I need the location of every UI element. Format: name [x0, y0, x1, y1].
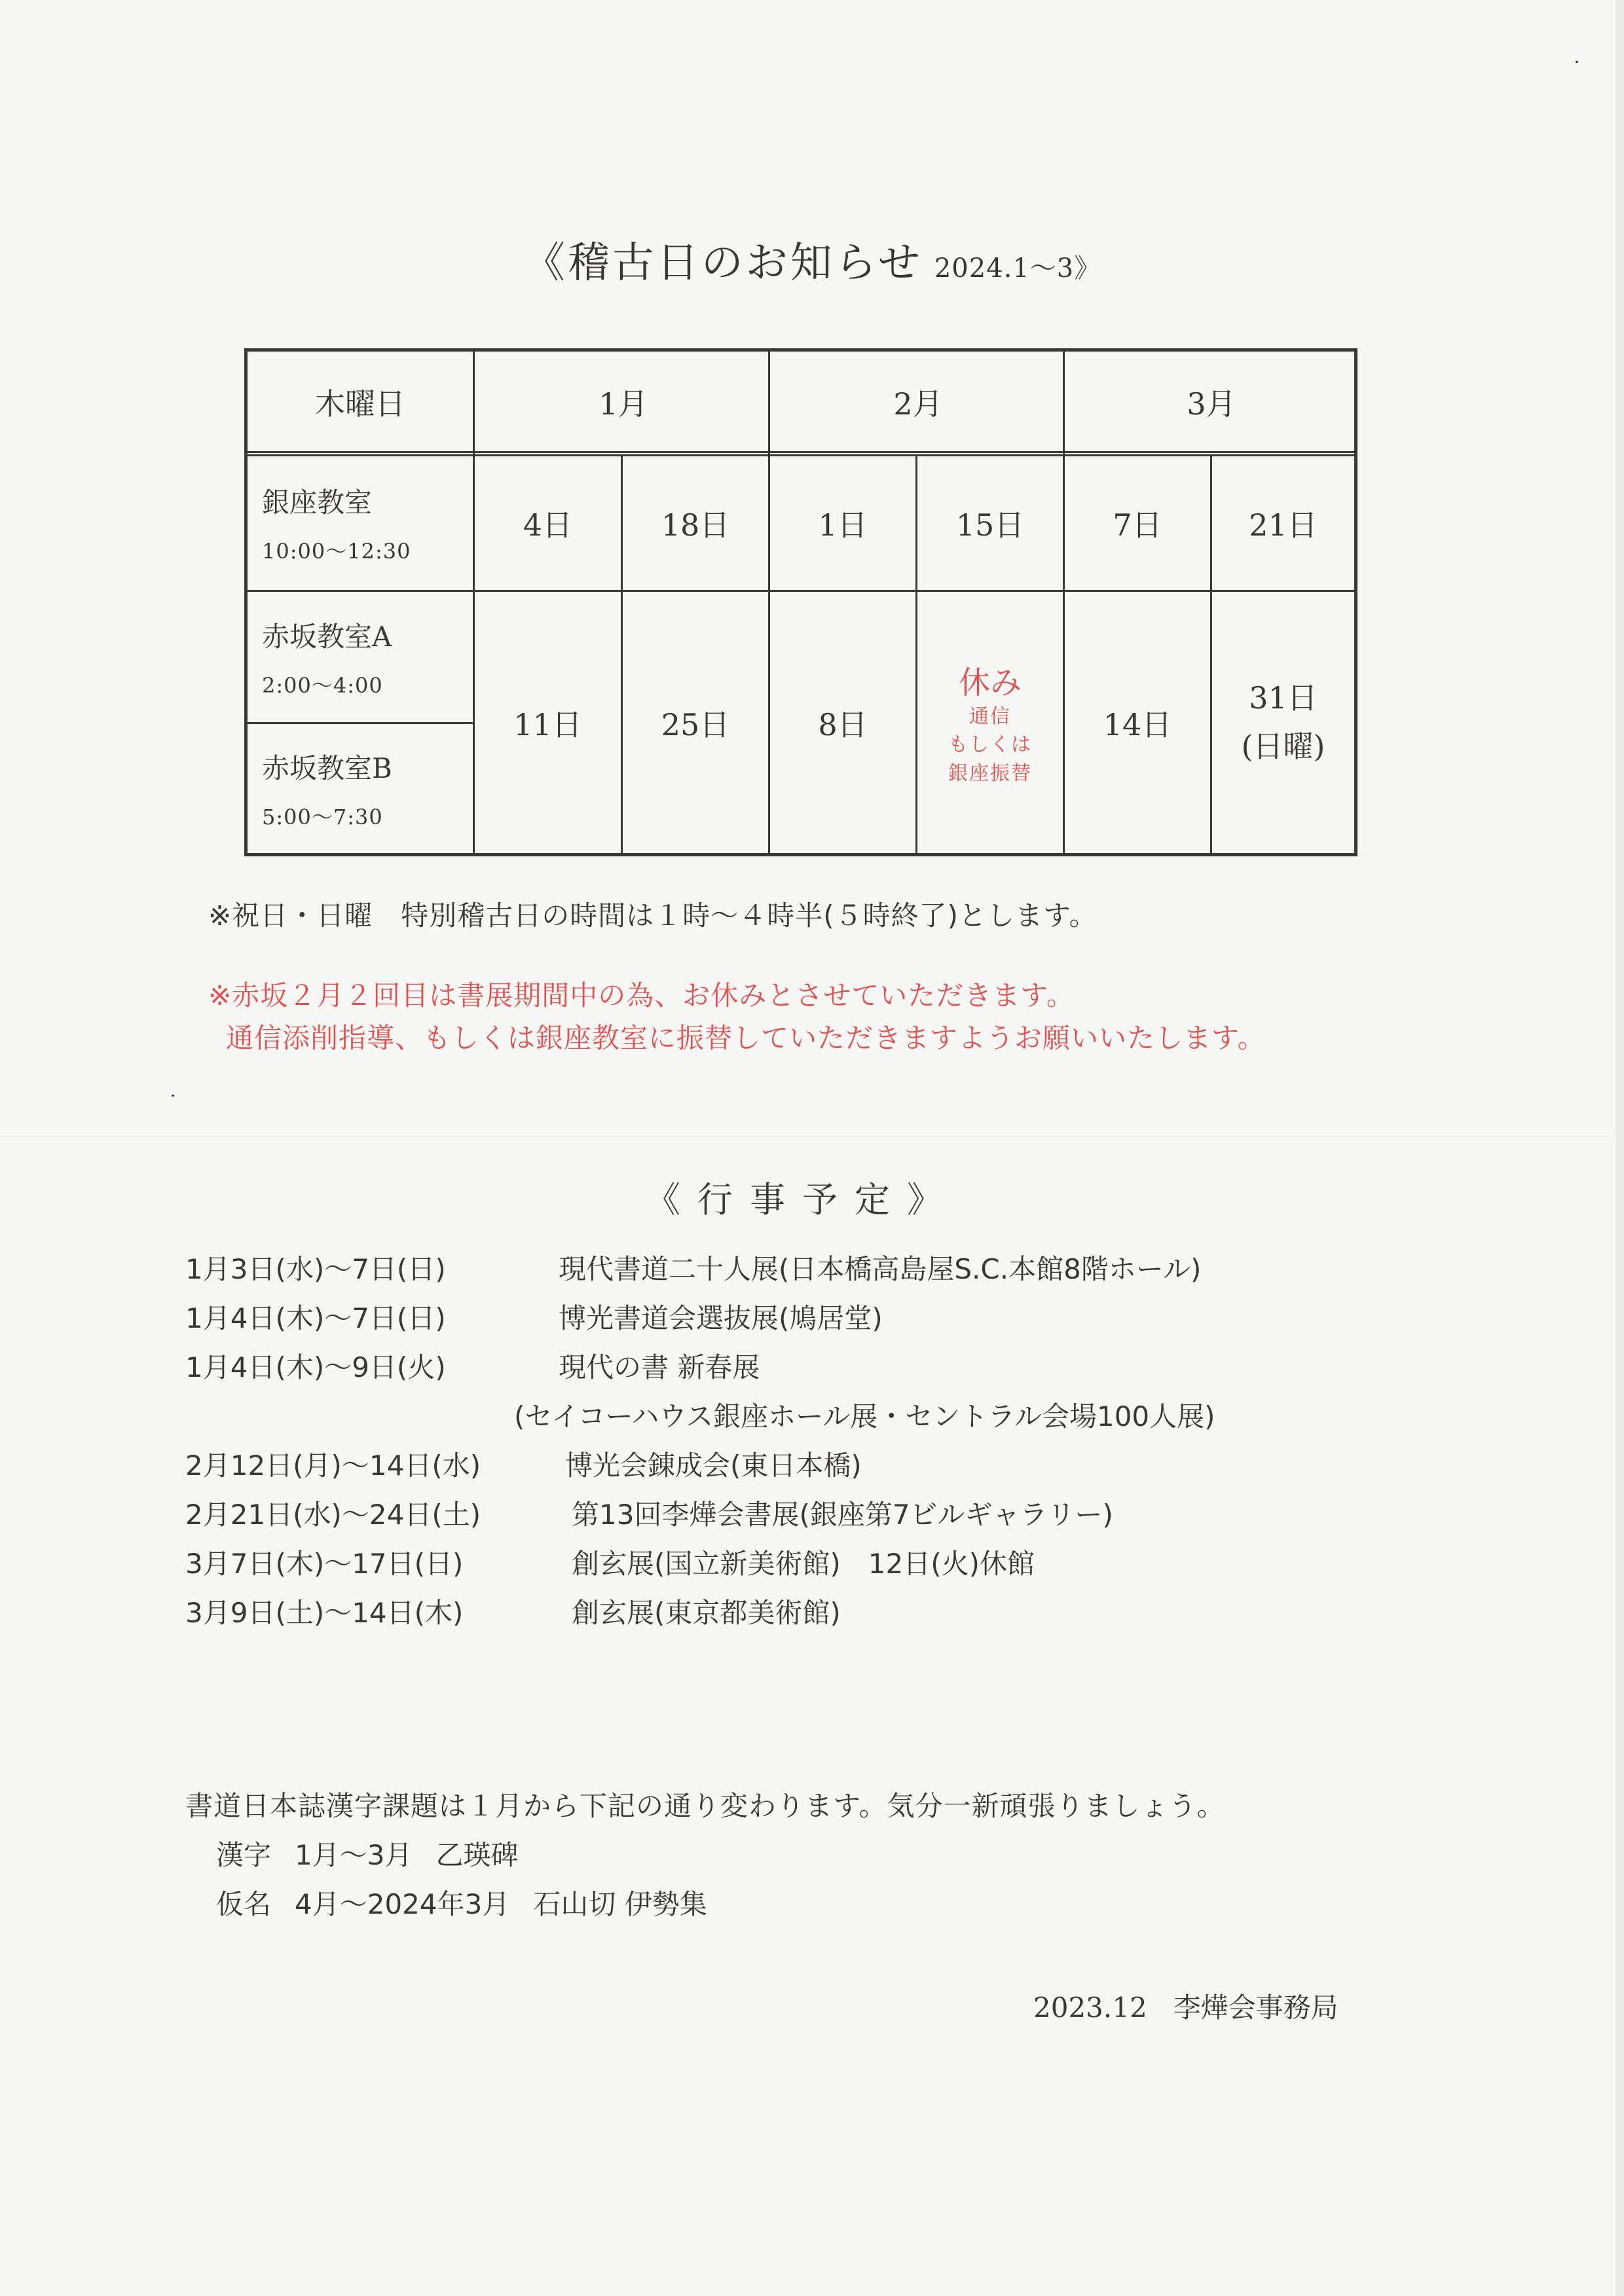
red-note-line-1: ※赤坂２月２回目は書展期間中の為、お休みとさせていただきます。 — [208, 979, 1075, 1011]
title-period: 2024.1〜3》 — [934, 253, 1101, 283]
event-date: 1月4日(木)〜7日(日) — [185, 1302, 446, 1334]
sunday-date-cell — [1212, 592, 1354, 853]
header-separator — [248, 451, 1354, 456]
curriculum-category: 漢字 — [216, 1839, 272, 1871]
date-cell: 11日 — [513, 706, 582, 742]
holiday-alt-3: 銀座振替 — [948, 761, 1032, 785]
date-cell: 21日 — [1249, 507, 1318, 543]
date-cell: 18日 — [661, 507, 730, 543]
title-main: 《稽古日のお知らせ — [523, 239, 923, 287]
event-date: 2月21日(水)〜24日(土) — [185, 1499, 481, 1531]
classroom-name: 銀座教室 — [262, 486, 373, 519]
event-desc: 博光会錬成会(東日本橋) — [565, 1449, 862, 1482]
curriculum-period: 1月〜3月 — [295, 1839, 413, 1871]
event-item — [185, 1592, 841, 1631]
curriculum-intro: 書道日本誌漢字課題は１月から下記の通り変わります。気分一新頑張りましょう。 — [185, 1790, 1225, 1822]
event-item — [185, 1444, 862, 1484]
events-title: 《行事予定》 — [645, 1179, 959, 1220]
curriculum-text: 石山切 伊勢集 — [533, 1888, 707, 1920]
row-label-ginza — [248, 456, 473, 590]
schedule-table — [244, 348, 1357, 856]
footer — [1033, 1986, 1338, 2026]
event-desc: 創玄展(国立新美術館) 12日(火)休館 — [572, 1548, 1035, 1580]
event-item — [185, 1542, 1035, 1582]
curriculum-text: 乙瑛碑 — [435, 1839, 519, 1871]
holiday-label: 休み — [958, 664, 1022, 701]
paper-fold — [0, 1136, 1615, 1137]
event-item — [185, 1248, 1201, 1287]
event-desc: 博光書道会選抜展(鳩居堂) — [559, 1302, 883, 1334]
event-desc: 創玄展(東京都美術館) — [572, 1597, 841, 1629]
date-cell: 25日 — [661, 706, 730, 742]
red-note-line-2: 通信添削指導、もしくは銀座教室に振替していただきますようお願いいたします。 — [226, 1022, 1266, 1054]
date-cell: 14日 — [1103, 706, 1172, 742]
classroom-time: 5:00〜7:30 — [262, 804, 383, 829]
event-item — [185, 1297, 883, 1336]
event-date: 1月4日(木)〜9日(火) — [185, 1351, 446, 1383]
row-label-akasaka-a — [248, 592, 473, 722]
event-item-continuation — [514, 1395, 1215, 1434]
speck — [172, 1095, 174, 1097]
date-cell: 4日 — [523, 507, 573, 543]
classroom-time: 2:00〜4:00 — [262, 672, 383, 698]
holiday-alt-2: もしくは — [948, 733, 1032, 757]
event-desc: 現代書道二十人展(日本橋高島屋S.C.本館8階ホール) — [559, 1253, 1202, 1285]
header-month-1: 1月 — [599, 386, 648, 422]
header-month-2: 2月 — [893, 386, 943, 422]
classroom-time: 10:00〜12:30 — [262, 539, 411, 564]
date-cell: 1日 — [818, 507, 868, 543]
paper-edge — [1615, 0, 1624, 2296]
curriculum-period: 4月〜2024年3月 — [295, 1888, 510, 1920]
footer-date: 2023.12 — [1033, 1992, 1147, 2024]
classroom-name: 赤坂教室A — [262, 620, 392, 653]
page-title — [0, 229, 1624, 289]
sunday-note: (日曜) — [1241, 728, 1325, 764]
row-label-akasaka-b — [248, 724, 473, 853]
classroom-name: 赤坂教室B — [262, 752, 392, 784]
event-date: 3月9日(土)〜14日(木) — [185, 1597, 464, 1629]
curriculum-item-kanji — [216, 1834, 542, 1873]
event-item — [185, 1493, 1113, 1533]
header-month-3: 3月 — [1187, 386, 1236, 422]
date-cell: 8日 — [818, 706, 868, 742]
event-date: 2月12日(月)〜14日(水) — [185, 1449, 481, 1482]
date-value: 31日 — [1249, 680, 1318, 716]
holiday-alt-1: 通信 — [969, 704, 1011, 728]
event-desc: 現代の書 新春展 — [559, 1351, 760, 1383]
speck — [1576, 61, 1578, 63]
special-days-note: ※祝日・日曜 特別稽古日の時間は１時〜４時半(５時終了)とします。 — [208, 900, 1098, 932]
curriculum-item-kana — [216, 1883, 731, 1922]
date-cell: 15日 — [955, 507, 1025, 543]
footer-issuer: 李燁会事務局 — [1173, 1992, 1338, 2024]
event-item — [185, 1346, 760, 1385]
date-cell: 7日 — [1113, 507, 1162, 543]
holiday-cell — [917, 592, 1063, 853]
event-desc: (セイコーハウス銀座ホール展・セントラル会場100人展) — [514, 1400, 1215, 1432]
event-date: 3月7日(木)〜17日(日) — [185, 1548, 464, 1580]
event-date: 1月3日(水)〜7日(日) — [185, 1253, 446, 1285]
event-desc: 第13回李燁会書展(銀座第7ビルギャラリー) — [572, 1499, 1113, 1531]
curriculum-category: 仮名 — [216, 1888, 272, 1920]
header-corner: 木曜日 — [315, 386, 405, 422]
